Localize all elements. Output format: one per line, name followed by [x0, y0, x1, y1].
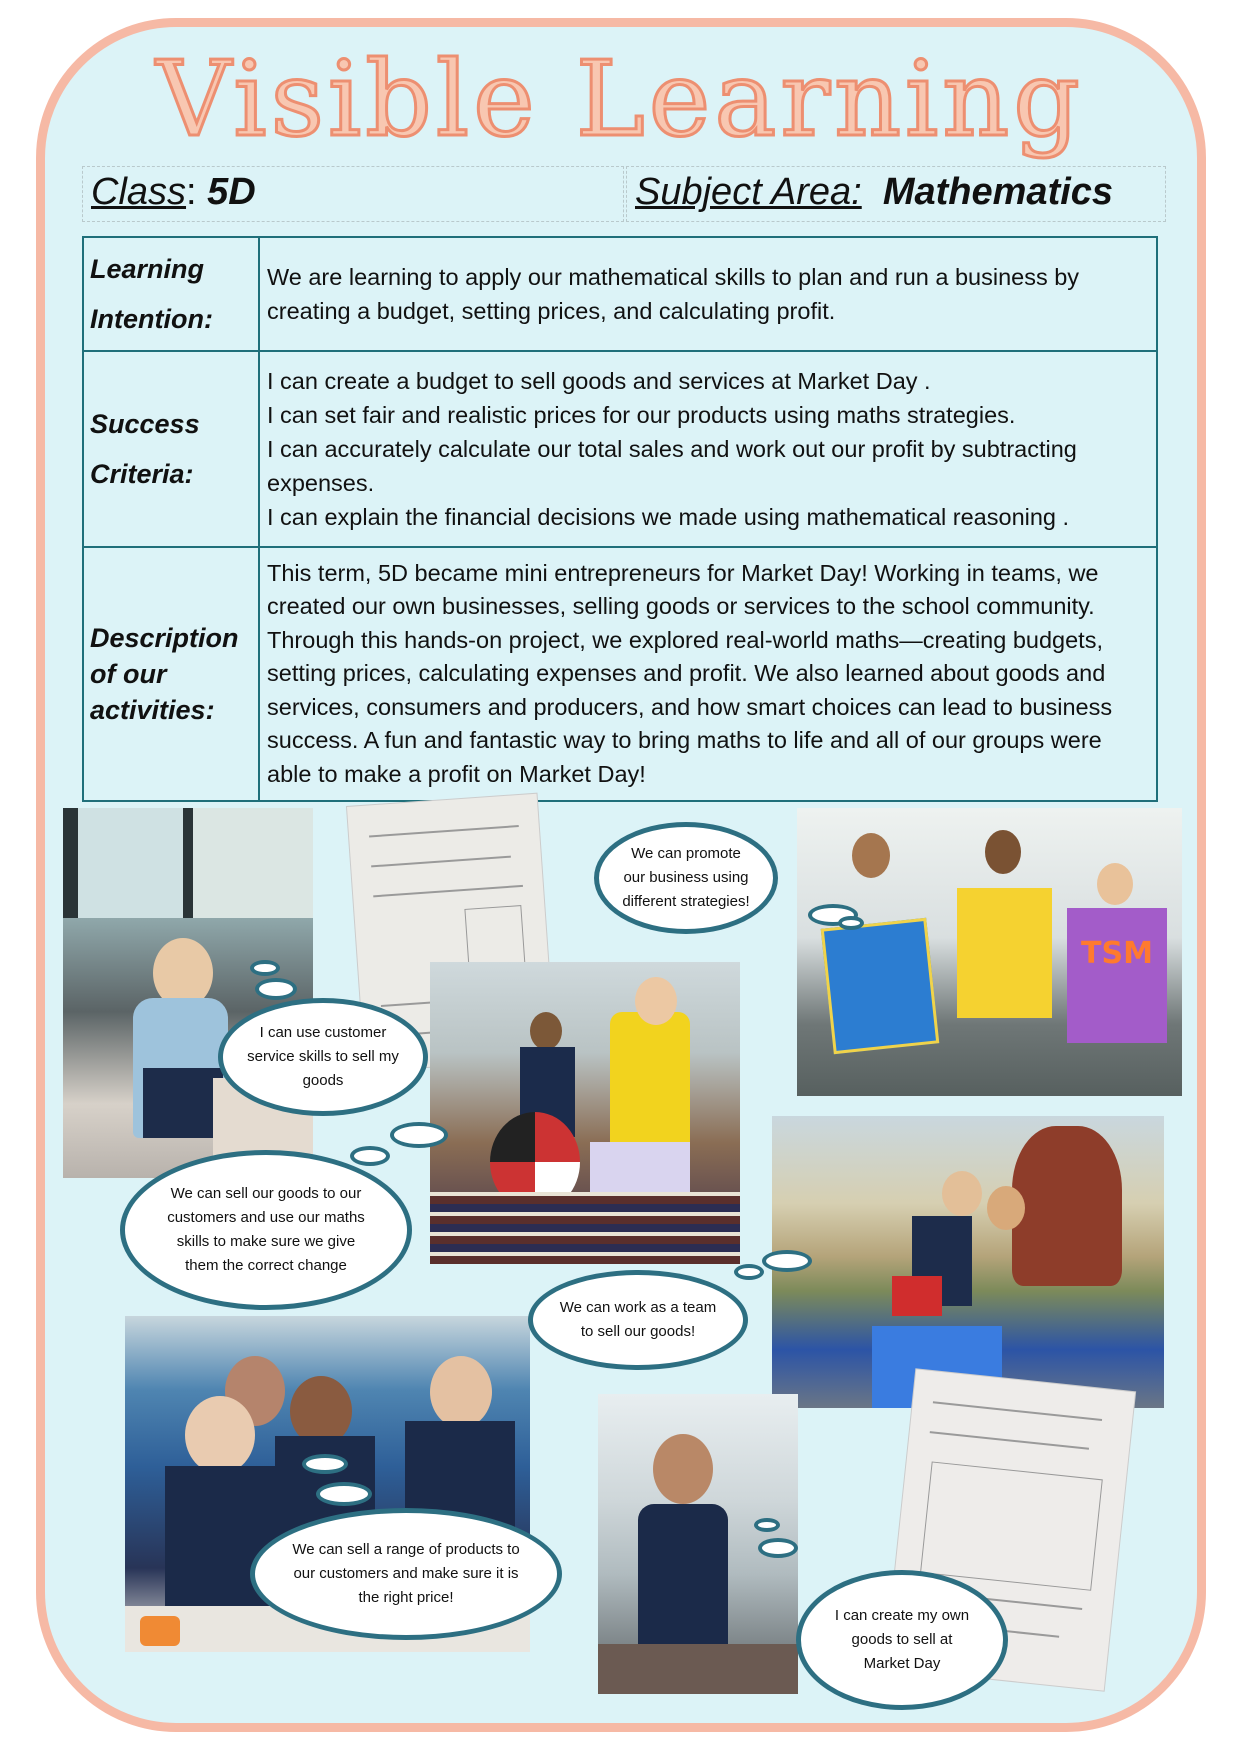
bubble-puff [316, 1482, 372, 1506]
sheet-line [373, 885, 523, 897]
criteria-line: I can explain the financial decisions we made using mathematical reasoning . [267, 504, 1070, 530]
subject-label: Subject Area: [635, 171, 862, 213]
bubble-puff [734, 1264, 764, 1280]
thought-bubble-teamwork: We can work as a team to sell our goods! [528, 1270, 748, 1370]
label-line: Learning [90, 254, 205, 284]
description-text: This term, 5D became mini entrepreneurs for Market Day! Working in teams, we created our own businesses, selling goods or services to the school community. Through this hands-on project, we explored real-world maths—creating budgets, setting prices, calculating expenses and profit. We also learned about goods and services, consumers and producers, and how smart choices can lead to business success. A fun and fantastic way to bring maths to life and all of our groups were able to make a profit on Market Day! [259, 547, 1157, 801]
class-value: 5D [207, 171, 256, 213]
table-row-learning-intention [83, 237, 1157, 351]
criteria-line: I can set fair and realistic prices for our products using maths strategies. [267, 402, 1016, 428]
sheet-line [371, 856, 511, 868]
bubble-puff [255, 978, 297, 1000]
label-line: of our [90, 659, 167, 689]
label-line: Intention: [90, 304, 213, 334]
yellow-shirt [610, 1012, 690, 1162]
subject-header [626, 166, 1166, 222]
bubble-puff [302, 1454, 348, 1474]
bubble-puff [350, 1146, 390, 1166]
bubble-puff [390, 1122, 448, 1148]
sheet-line [369, 825, 519, 837]
bubble-puff [762, 1250, 812, 1272]
label-line: Success [90, 409, 200, 439]
bubble-puff [758, 1538, 798, 1558]
row-label [83, 547, 259, 801]
thought-bubble-customer-service: I can use customer service skills to sell my goods [218, 998, 428, 1116]
bubble-puff [838, 916, 864, 930]
page-title: Visible Learning [156, 38, 1084, 160]
label-line: activities: [90, 695, 215, 725]
thought-bubble-promote: We can promote our business using different strategies! [594, 822, 778, 934]
poster-purple: TSM [1067, 908, 1167, 1043]
class-header: Class: 5D [82, 166, 624, 222]
table-row-success-criteria [83, 351, 1157, 547]
bubble-puff [754, 1518, 780, 1532]
criteria-line: I can accurately calculate our total sales and work out our profit by subtracting expenses. [267, 436, 1077, 496]
photo-boys-at-stall [430, 962, 740, 1264]
sheet-line [933, 1401, 1102, 1421]
thought-bubble-create-goods: I can create my own goods to sell at Market Day [796, 1570, 1008, 1710]
subject-value: Mathematics [882, 171, 1114, 213]
sheet-line [930, 1431, 1089, 1450]
thought-bubble-correct-change: We can sell our goods to our customers and use our maths skills to make sure we give them the correct change [120, 1150, 412, 1310]
table-row-description [83, 547, 1157, 801]
row-label [83, 237, 259, 351]
row-label [83, 351, 259, 547]
photo-outdoor-stall [772, 1116, 1164, 1408]
poster-blue [821, 918, 940, 1054]
success-criteria-text [259, 351, 1157, 547]
thought-bubble-range-products: We can sell a range of products to our customers and make sure it is the right price! [250, 1508, 562, 1640]
label-line: Description [90, 623, 239, 653]
criteria-line: I can create a budget to sell goods and services at Market Day . [267, 368, 931, 394]
label-line: Criteria: [90, 459, 194, 489]
class-label: Class [91, 171, 187, 213]
red-box [892, 1276, 942, 1316]
info-table [82, 236, 1158, 802]
poster-yellow [957, 888, 1052, 1018]
photo-kids-with-posters [797, 808, 1182, 1096]
bubble-puff [250, 960, 280, 976]
learning-intention-text: We are learning to apply our mathematical skills to plan and run a business by creating a budget, setting prices, and calculating profit. [259, 237, 1157, 351]
sheet-table [920, 1461, 1103, 1590]
